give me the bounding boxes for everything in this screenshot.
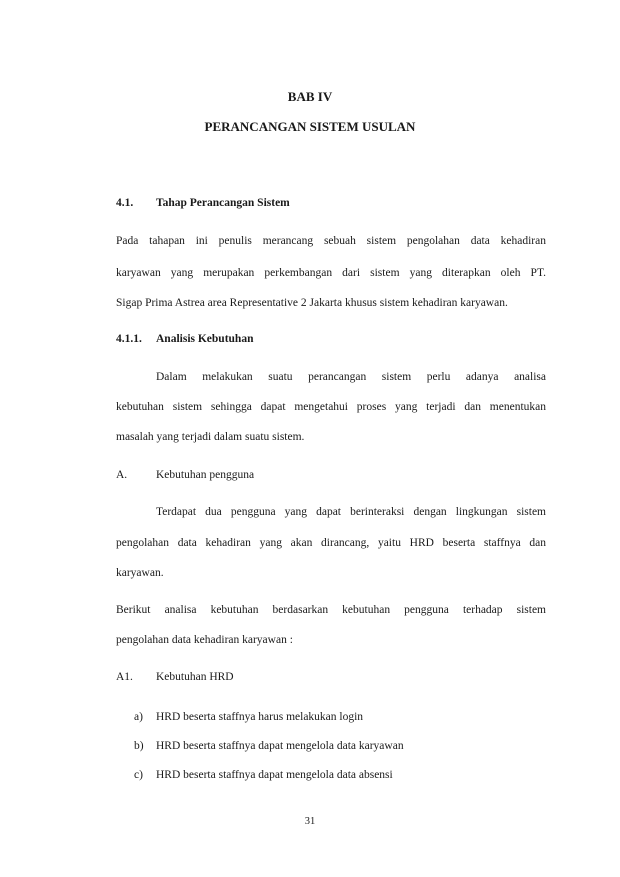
sub-a-para1-line-2: pengolahan data kehadiran yang akan dirancang, yaitu HRD beserta staffnya dan [116,537,546,549]
list-item-marker: a) [134,711,143,723]
section-4-1-1-line-2: kebutuhan sistem sehingga dapat mengetahui proses yang terjadi dan menentukan [116,401,546,413]
section-4-1-number: 4.1. [116,197,134,209]
sub-a1-label: A1. [116,671,133,683]
section-4-1-1-line-1: Dalam melakukan suatu perancangan sistem perlu adanya analisa [156,371,546,383]
page-number: 31 [304,816,316,827]
chapter-title: PERANCANGAN SISTEM USULAN [204,119,416,134]
section-4-1-1-heading: Analisis Kebutuhan [156,333,254,345]
list-item-text: HRD beserta staffnya dapat mengelola data karyawan [156,740,404,752]
sub-a-para2-line-1: Berikut analisa kebutuhan berdasarkan kebutuhan pengguna terhadap sistem [116,604,546,616]
sub-a-label: A. [116,469,128,481]
section-4-1-1-line-3: masalah yang terjadi dalam suatu sistem. [116,431,305,443]
list-item-marker: c) [134,769,143,781]
sub-a1-heading: Kebutuhan HRD [156,671,234,683]
chapter-number: BAB IV [287,89,333,104]
list-item-text: HRD beserta staffnya dapat mengelola data absensi [156,769,393,781]
section-4-1-line-1: Pada tahapan ini penulis merancang sebuah sistem pengolahan data kehadiran [116,235,546,247]
section-4-1-heading: Tahap Perancangan Sistem [156,197,290,209]
section-4-1-line-2: karyawan yang merupakan perkembangan dari sistem yang diterapkan oleh PT. [116,267,546,279]
sub-a-heading: Kebutuhan pengguna [156,469,255,481]
sub-a-para1-line-1: Terdapat dua pengguna yang dapat berinteraksi dengan lingkungan sistem [156,506,546,518]
sub-a-para2-line-2: pengolahan data kehadiran karyawan : [116,634,293,646]
list-item-text: HRD beserta staffnya harus melakukan login [156,711,364,723]
sub-a-para1-line-3: karyawan. [116,567,164,579]
list-item-marker: b) [134,740,144,752]
section-4-1-line-3: Sigap Prima Astrea area Representative 2 Jakarta khusus sistem kehadiran karyawan. [116,297,508,309]
section-4-1-1-number: 4.1.1. [116,333,142,345]
